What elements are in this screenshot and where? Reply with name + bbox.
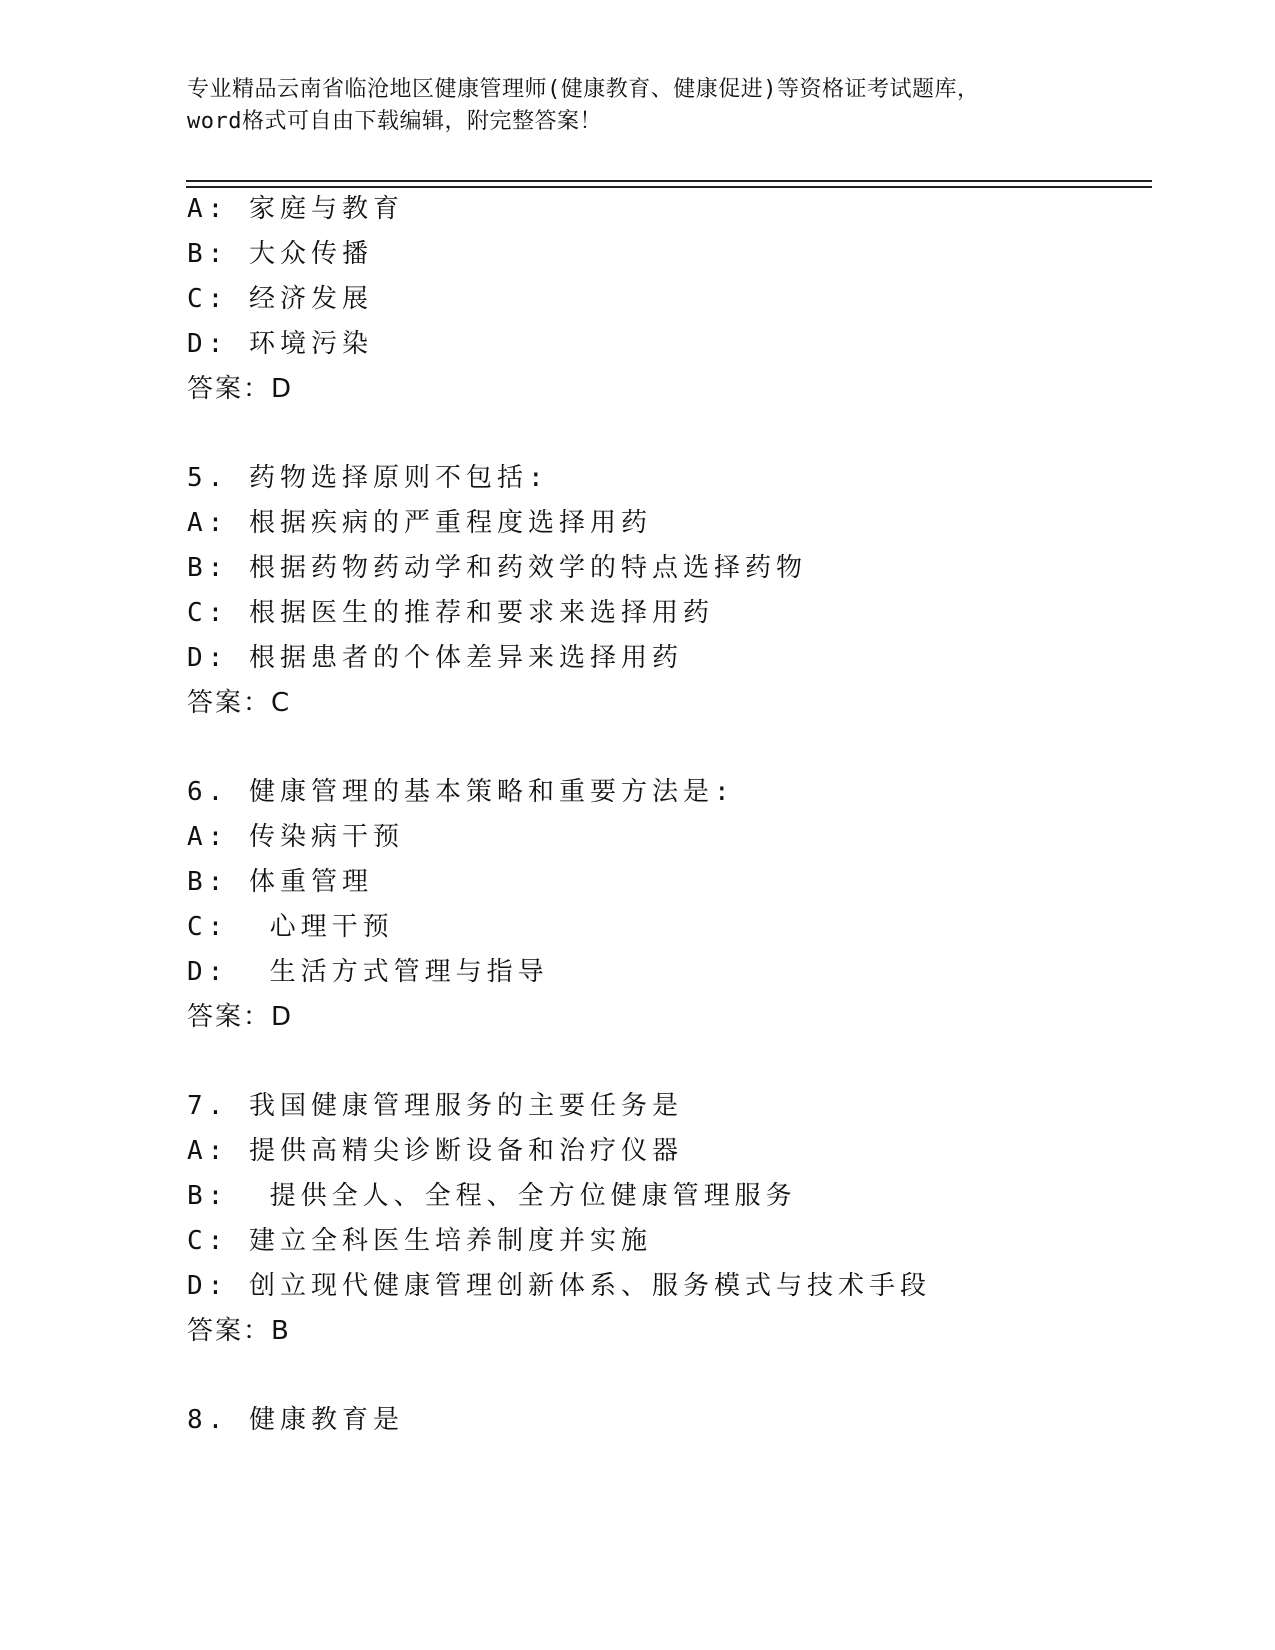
q5-option-c: C: 根据医生的推荐和要求来选择用药 [187,598,714,628]
q5-question: 5. 药物选择原则不包括: [187,463,549,493]
q5-answer: 答案：C [187,688,292,718]
q4-option-c: C: 经济发展 [187,284,373,314]
q4-answer: 答案：D [187,374,294,404]
q6-option-b: B: 体重管理 [187,867,373,897]
q6-answer: 答案：D [187,1002,294,1032]
q4-option-d: D: 环境污染 [187,329,373,359]
q4-option-a: A: 家庭与教育 [187,194,404,224]
q6-option-d: D: 生活方式管理与指导 [187,957,549,987]
q7-question: 7. 我国健康管理服务的主要任务是 [187,1091,683,1121]
document-header [187,74,1087,138]
header-line-1: 专业精品云南省临沧地区健康管理师(健康教育、健康促进)等资格证考试题库， [187,77,980,102]
q5-option-b: B: 根据药物药动学和药效学的特点选择药物 [187,553,807,583]
q5-option-d: D: 根据患者的个体差异来选择用药 [187,643,683,673]
q7-answer: 答案：B [187,1316,291,1346]
q7-option-a: A: 提供高精尖诊断设备和治疗仪器 [187,1136,683,1166]
header-line-2: word格式可自由下载编辑，附完整答案！ [187,109,602,134]
q6-option-c: C: 心理干预 [187,912,394,942]
header-rule-bottom [186,186,1152,188]
q7-option-d: D: 创立现代健康管理创新体系、服务模式与技术手段 [187,1271,931,1301]
q4-option-b: B: 大众传播 [187,239,373,269]
q8-question: 8. 健康教育是 [187,1405,404,1435]
q7-option-c: C: 建立全科医生培养制度并实施 [187,1226,652,1256]
q6-option-a: A: 传染病干预 [187,822,404,852]
q6-question: 6. 健康管理的基本策略和重要方法是: [187,777,735,807]
q5-option-a: A: 根据疾病的严重程度选择用药 [187,508,652,538]
q7-option-b: B: 提供全人、全程、全方位健康管理服务 [187,1181,797,1211]
header-rule-top [186,180,1152,182]
